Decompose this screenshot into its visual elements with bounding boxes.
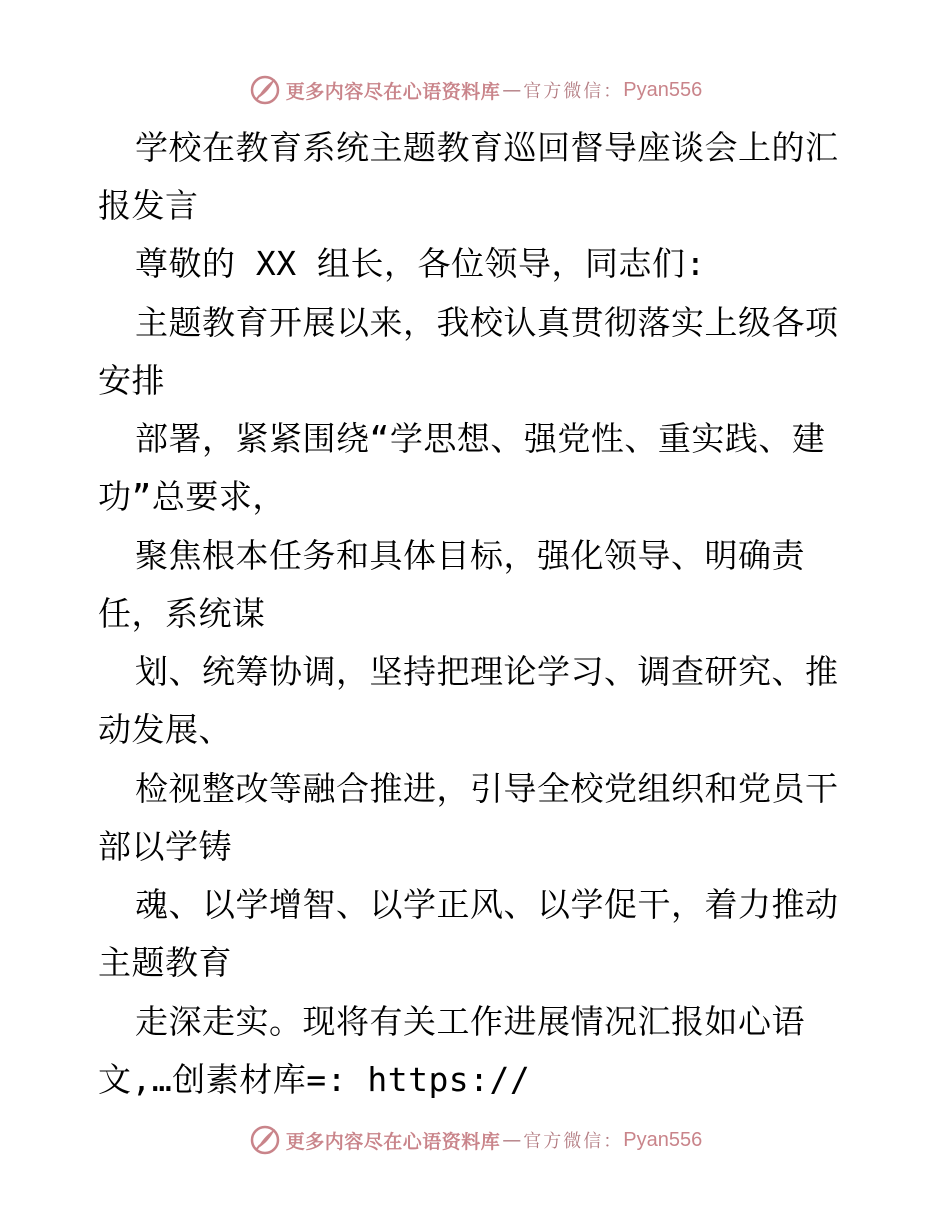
doc-line: 主题教育 <box>98 943 232 982</box>
doc-line: 主题教育开展以来，我校认真贯彻落实上级各项 <box>135 303 839 342</box>
watermark-text: 更多内容尽在心语资料库 <box>285 80 501 103</box>
watermark-separator: — <box>502 79 522 101</box>
doc-line: 聚焦根本任务和具体目标，强化领导、明确责 <box>135 536 805 575</box>
doc-line: 动发展、 <box>98 710 232 749</box>
doc-line: 部署，紧紧围绕“学思想、强党性、重实践、建 <box>135 419 826 458</box>
watermark-text: 更多内容尽在心语资料库 <box>285 1130 501 1153</box>
doc-line: 检视整改等融合推进，引导全校党组织和党员干 <box>135 769 839 808</box>
doc-line: 学校在教育系统主题教育巡回督导座谈会上的汇 <box>135 128 839 167</box>
watermark-wechat-id: Pyan556 <box>623 1128 703 1151</box>
doc-line: 功”总要求， <box>98 477 286 516</box>
doc-line: 尊敬的 XX 组长，各位领导，同志们: <box>135 244 706 283</box>
doc-line: 划、统筹协调，坚持把理论学习、调查研究、推 <box>135 652 839 691</box>
quill-logo-icon <box>248 73 282 107</box>
doc-line: 部以学铸 <box>98 827 232 866</box>
doc-line: 走深走实。现将有关工作进展情况汇报如心语 <box>135 1002 805 1041</box>
watermark-official-label: 官方微信： <box>523 81 624 102</box>
watermark-separator: — <box>502 1129 522 1151</box>
doc-line: 魂、以学增智、以学正风、以学促干，着力推动 <box>135 885 839 924</box>
doc-line: 安排 <box>98 361 165 400</box>
watermark-wechat-id: Pyan556 <box>623 78 703 101</box>
doc-line: 任，系统谋 <box>98 594 266 633</box>
doc-line: 文,…创素材库=: https:// <box>98 1060 531 1099</box>
quill-logo-icon <box>248 1123 282 1157</box>
header-watermark <box>0 70 950 110</box>
watermark-official-label: 官方微信： <box>523 1131 624 1152</box>
footer-watermark <box>0 1120 950 1160</box>
doc-line: 报发言 <box>98 186 199 225</box>
